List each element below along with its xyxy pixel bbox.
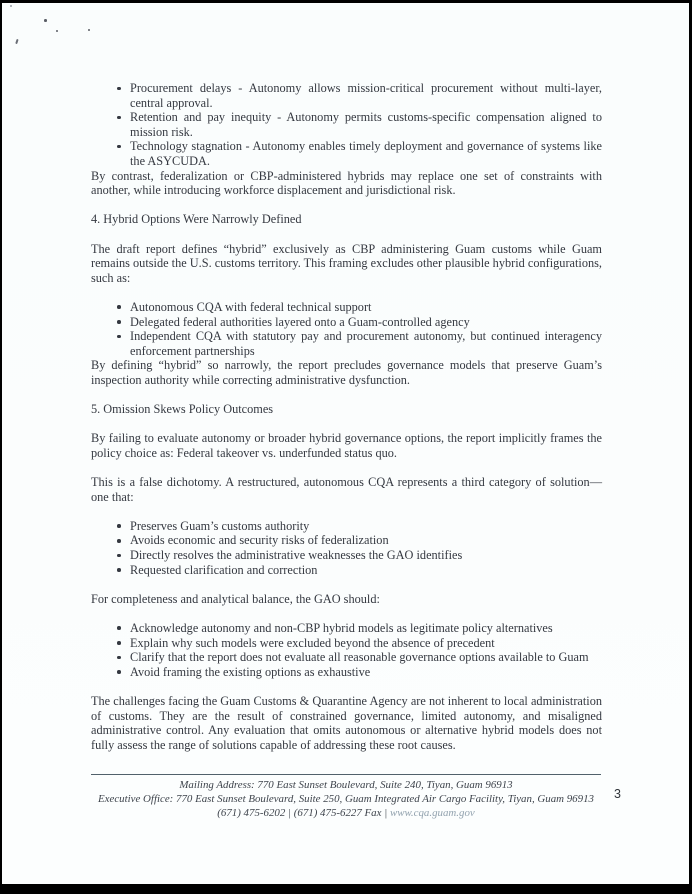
list-item: Clarify that the report does not evaluate all reasonable governance options available to Guam — [130, 650, 602, 665]
para-by-contrast: By contrast, federalization or CBP-administered hybrids may replace one set of constraints with another, while introducing workforce displacement and jurisdictional risk. — [91, 168, 602, 198]
page-number: 3 — [614, 787, 621, 801]
document-body — [91, 81, 602, 752]
footer-mailing-address: Mailing Address: 770 East Sunset Boulevard, Suite 240, Tiyan, Guam 96913 — [179, 779, 513, 791]
para-by-failing: By failing to evaluate autonomy or broader hybrid governance options, the report implicitly frames the policy choice as: Federal takeover vs. underfunded status quo. — [91, 431, 602, 460]
scan-speck — [88, 29, 90, 31]
para-by-defining: By defining “hybrid” so narrowly, the report precludes governance models that preserve Guam’s inspection authority while correcting administrative dysfunction. — [91, 358, 602, 387]
para-challenges: The challenges facing the Guam Customs & Quarantine Agency are not inherent to local administration of customs. They are the result of constrained governance, limited autonomy, and misaligned administrative control. Any evaluation that omits autonomous or alternative hybrid models does not fully assess the range of solutions capable of addressing these root causes. — [91, 693, 602, 752]
scan-speck — [56, 30, 58, 32]
list-item: Explain why such models were excluded beyond the absence of precedent — [130, 636, 602, 651]
scan-speck — [15, 39, 18, 44]
para-completeness: For completeness and analytical balance, the GAO should: — [91, 591, 380, 606]
section-heading-5: 5. Omission Skews Policy Outcomes — [91, 402, 274, 417]
bullet-list-autonomy-benefits — [91, 81, 602, 169]
page-footer — [91, 774, 601, 820]
para-draft-report: The draft report defines “hybrid” exclusively as CBP administering Guam customs while Guam remains outside the U.S. customs territory. This framing excludes other plausible hybrid configurations, such as: — [91, 241, 602, 285]
footer-executive-office: Executive Office: 770 East Sunset Boulevard, Suite 250, Guam Integrated Air Cargo Facility, Tiyan, Guam 96913 — [98, 793, 594, 805]
document-page — [2, 3, 689, 884]
list-item: Directly resolves the administrative weaknesses the GAO identifies — [130, 548, 602, 563]
bullet-list-third-category — [91, 519, 602, 577]
list-item: Technology stagnation - Autonomy enables timely deployment and governance of systems like the ASYCUDA. — [130, 139, 602, 168]
footer-phone-fax: (671) 475-6202 | (671) 475-6227 Fax — [217, 807, 382, 819]
list-item: Preserves Guam’s customs authority — [130, 519, 602, 534]
list-item: Avoids economic and security risks of federalization — [130, 533, 602, 548]
list-item: Autonomous CQA with federal technical support — [130, 300, 602, 315]
footer-separator: | — [384, 807, 388, 819]
scan-speck — [10, 5, 12, 7]
list-item: Delegated federal authorities layered onto a Guam-controlled agency — [130, 315, 602, 330]
scan-speck — [44, 19, 47, 22]
footer-website: www.cqa.guam.gov — [389, 807, 475, 819]
bullet-list-gao-recommendations — [91, 621, 602, 679]
list-item: Requested clarification and correction — [130, 563, 602, 578]
para-false-dichotomy: This is a false dichotomy. A restructured, autonomous CQA represents a third category of solution—one that: — [91, 475, 602, 504]
list-item: Procurement delays - Autonomy allows mission-critical procurement without multi-layer, central approval. — [130, 81, 602, 110]
footer-contact-line — [91, 806, 601, 820]
section-heading-4: 4. Hybrid Options Were Narrowly Defined — [91, 212, 302, 227]
list-item: Independent CQA with statutory pay and procurement autonomy, but continued interagency enforcement partnerships — [130, 329, 602, 358]
list-item: Retention and pay inequity - Autonomy permits customs-specific compensation aligned to mission risk. — [130, 110, 602, 139]
list-item: Avoid framing the existing options as exhaustive — [130, 665, 602, 680]
list-item: Acknowledge autonomy and non-CBP hybrid models as legitimate policy alternatives — [130, 621, 602, 636]
bullet-list-hybrid-configurations — [91, 300, 602, 358]
